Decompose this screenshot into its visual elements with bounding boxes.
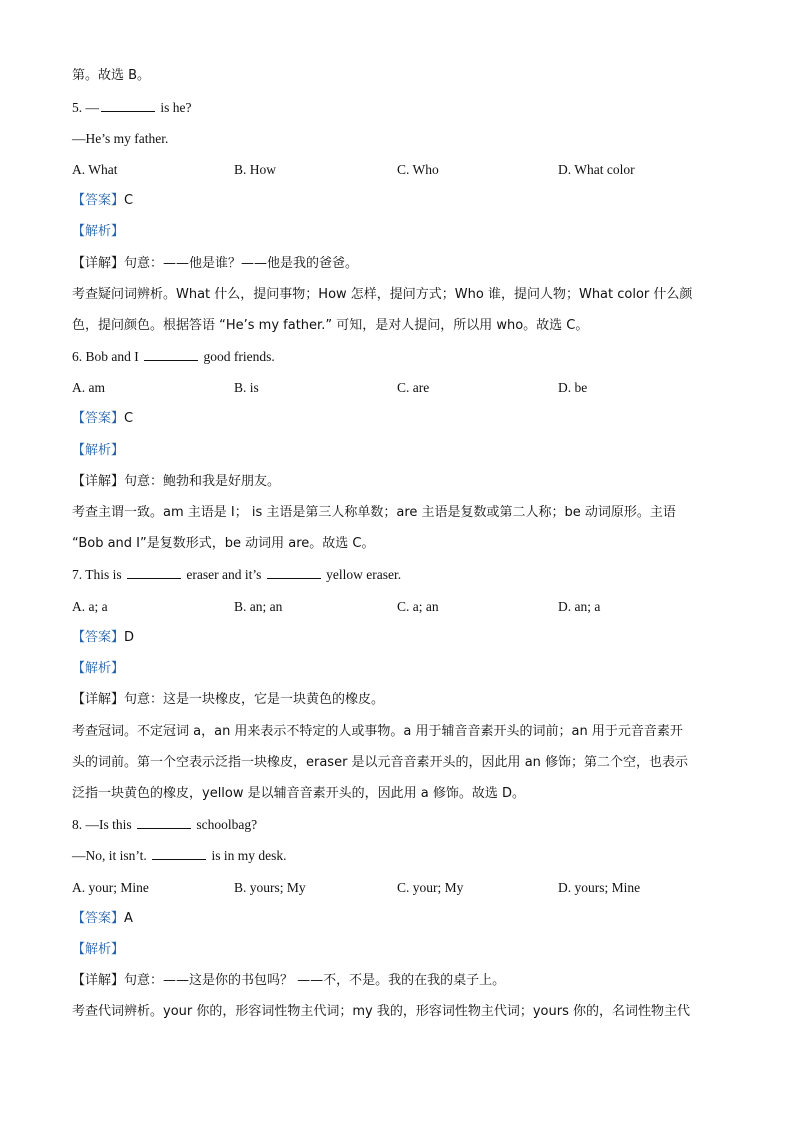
answer-line: 【答案】A [72, 911, 133, 926]
option-b: B. How [234, 162, 277, 177]
question-8-reply: —No, it isn’t. is in my desk. [72, 848, 287, 863]
option-c: C. Who [397, 162, 439, 177]
question-6-stem: 6. Bob and I good friends. [72, 349, 275, 364]
question-8-stem: 8. —Is this schoolbag? [72, 817, 258, 832]
option-d: D. be [558, 380, 588, 395]
answer-line: 【答案】C [72, 193, 134, 208]
answer-blank [152, 846, 206, 860]
option-d: D. What color [558, 162, 635, 177]
answer-line: 【答案】D [72, 630, 135, 645]
analysis-tag: 【解析】 [72, 661, 125, 676]
answer-tag: 【答案】 [72, 911, 125, 926]
explanation-line: 色，提问颜色。根据答语 “He’s my father.” 可知，是对人提问，所以用 who。故选 C。 [72, 318, 589, 333]
analysis-tag: 【解析】 [72, 224, 125, 239]
option-a: A. your; Mine [72, 880, 149, 895]
question-5-stem: 5. — is he? [72, 100, 192, 115]
answer-tag: 【答案】 [72, 193, 125, 208]
explanation-line: 头的词前。第一个空表示泛指一块橡皮，eraser 是以元音音素开头的，因此用 an 修饰；第二个空，也表示 [72, 755, 689, 770]
detail-line: 【详解】句意：——他是谁？——他是我的爸爸。 [72, 256, 359, 271]
option-a: A. am [72, 380, 105, 395]
option-c: C. your; My [397, 880, 464, 895]
explanation-line: 考查主谓一致。am 主语是 I； is 主语是第三人称单数；are 主语是复数或第二人称；be 动词原形。主语 [72, 505, 676, 520]
explanation-line: 泛指一块黄色的橡皮，yellow 是以辅音音素开头的，因此用 a 修饰。故选 D。 [72, 786, 526, 801]
detail-line: 【详解】句意：——这是你的书包吗？ ——不，不是。我的在我的桌子上。 [72, 973, 506, 988]
option-b: B. is [234, 380, 259, 395]
option-a: A. a; a [72, 599, 108, 614]
explanation-line: “Bob and I”是复数形式，be 动词用 are。故选 C。 [72, 536, 375, 551]
option-c: C. a; an [397, 599, 439, 614]
detail-line: 【详解】句意：鲍勃和我是好朋友。 [72, 474, 281, 489]
explanation-line: 考查疑问词辨析。What 什么，提问事物；How 怎样，提问方式；Who 谁，提问人物；What color 什么颜 [72, 287, 693, 302]
question-7-stem: 7. This is eraser and it’s yellow eraser. [72, 567, 402, 582]
answer-line: 【答案】C [72, 411, 134, 426]
answer-blank [267, 565, 321, 579]
answer-blank [137, 815, 191, 829]
answer-tag: 【答案】 [72, 411, 125, 426]
explanation-line: 考查代词辨析。your 你的，形容词性物主代词；my 我的，形容词性物主代词；yours 你的，名词性物主代 [72, 1004, 690, 1019]
option-d: D. yours; Mine [558, 880, 641, 895]
text-line: 第。故选 B。 [72, 68, 151, 83]
explanation-line: 考查冠词。不定冠词 a，an 用来表示不特定的人或事物。a 用于辅音音素开头的词前；an 用于元音音素开 [72, 724, 683, 739]
option-d: D. an; a [558, 599, 601, 614]
option-b: B. an; an [234, 599, 283, 614]
detail-line: 【详解】句意：这是一块橡皮，它是一块黄色的橡皮。 [72, 692, 385, 707]
answer-blank [101, 98, 155, 112]
option-a: A. What [72, 162, 118, 177]
option-c: C. are [397, 380, 430, 395]
analysis-tag: 【解析】 [72, 942, 125, 957]
question-5-reply: —He’s my father. [72, 131, 169, 146]
answer-blank [144, 347, 198, 361]
option-b: B. yours; My [234, 880, 306, 895]
answer-tag: 【答案】 [72, 630, 125, 645]
answer-blank [127, 565, 181, 579]
analysis-tag: 【解析】 [72, 443, 125, 458]
